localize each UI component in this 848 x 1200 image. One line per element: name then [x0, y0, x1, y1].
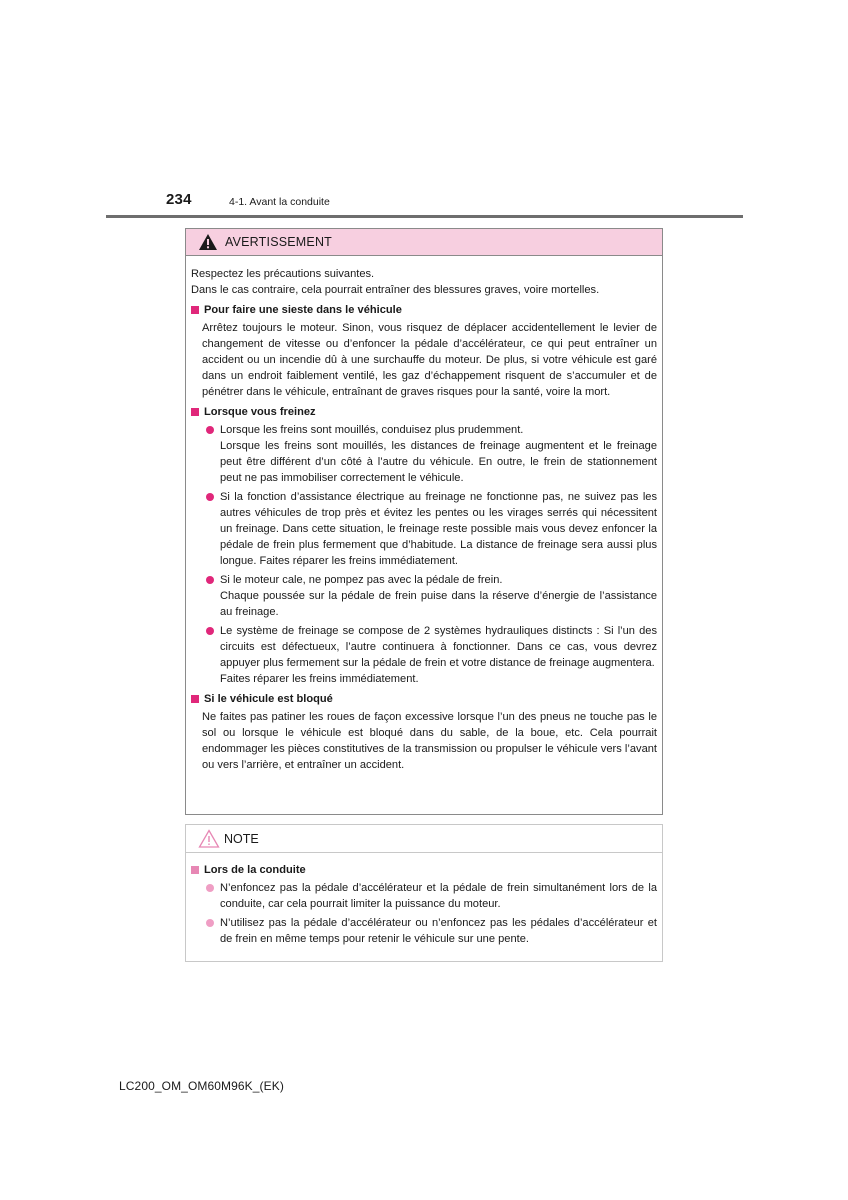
section-heading-text: Pour faire une sieste dans le véhicule [204, 304, 402, 316]
bullet-text: Le système de freinage se compose de 2 systèmes hydrauliques distincts : Si l’un des circuits est défectueux, l’autre continuera à fonctionner. Dans ce cas, vous devrez appuyer plus fermement sur la pédale de frein et votre distance de freinage augmentera. [220, 625, 657, 669]
bullet-text: N’enfoncez pas la pédale d’accélérateur et la pédale de frein simultanément lors de la conduite, car cela pourrait limiter la puissance du moteur. [220, 882, 657, 910]
section-title: 4-1. Avant la conduite [229, 196, 330, 208]
circle-bullet-icon [206, 919, 214, 927]
caution-triangle-icon [198, 829, 220, 848]
square-bullet-icon [191, 866, 199, 874]
section-paragraph: Arrêtez toujours le moteur. Sinon, vous risquez de déplacer accidentellement le levier de changement de vitesse ou d’enfoncer la pédale d’accélérateur, ce qui peut entraîner un accident ou un incendie dû à une surchauffe du moteur. De plus, si votre véhicule est garé dans un endroit faiblement ventilé, les gaz d’échappement risquent de s’accumuler et de pénétrer dans le véhicule, entraînant de graves risques pour la santé, voire la mort. [202, 322, 657, 398]
section-heading [191, 302, 657, 318]
bullet-text: Lorsque les freins sont mouillés, les distances de freinage augmentent et le freinage peut être différent d’un côté à l’autre du véhicule. En outre, le frein de stationnement peut ne pas immobiliser correctement le véhicule. [220, 440, 657, 484]
note-title: NOTE [224, 831, 259, 846]
intro-line: Dans le cas contraire, cela pourrait entraîner des blessures graves, voire mortelles. [191, 284, 600, 296]
list-item [202, 880, 657, 912]
circle-bullet-icon [206, 493, 214, 501]
circle-bullet-icon [206, 426, 214, 434]
warning-header [186, 229, 662, 256]
page-number: 234 [166, 191, 192, 208]
square-bullet-icon [191, 408, 199, 416]
list-item [202, 572, 657, 620]
section-heading-text: Lorsque vous freinez [204, 406, 316, 418]
circle-bullet-icon [206, 884, 214, 892]
note-heading-text: Lors de la conduite [204, 864, 306, 876]
list-item [202, 623, 657, 687]
bullet-text: Si la fonction d’assistance électrique au freinage ne fonctionne pas, ne suivez pas les autres véhicules de trop près et évitez les pentes ou les virages serrés qui nécessitent un freinage. Dans cette situation, le freinage reste possible mais vous devez enfoncer la pédale de frein plus fermement que d’habitude. La distance de freinage sera aussi plus longue. Faites réparer les freins immédiatement. [220, 491, 657, 567]
document-code: LC200_OM_OM60M96K_(EK) [119, 1079, 284, 1093]
warning-title: AVERTISSEMENT [225, 235, 333, 249]
square-bullet-icon [191, 695, 199, 703]
bullet-text: Faites réparer les freins immédiatement. [220, 673, 419, 685]
list-item [202, 489, 657, 569]
intro-line: Respectez les précautions suivantes. [191, 268, 375, 280]
bullet-text: Lorsque les freins sont mouillés, conduisez plus prudemment. [220, 424, 524, 436]
circle-bullet-icon [206, 627, 214, 635]
section-heading-text: Si le véhicule est bloqué [204, 693, 333, 705]
warning-box [185, 228, 663, 815]
note-heading [191, 862, 657, 878]
bullet-text: N’utilisez pas la pédale d’accélérateur ou n’enfoncez pas les pédales d’accélérateur et de frein en même temps pour retenir le véhicule sur une pente. [220, 917, 657, 945]
warning-intro [191, 266, 657, 298]
header-divider [106, 215, 743, 218]
note-bullet-list [191, 880, 657, 947]
bullet-text: Si le moteur cale, ne pompez pas avec la pédale de frein. [220, 574, 503, 586]
square-bullet-icon [191, 306, 199, 314]
warning-triangle-icon [198, 233, 218, 251]
note-header [186, 825, 662, 853]
list-item [202, 915, 657, 947]
section-heading [191, 691, 657, 707]
bullet-list [191, 422, 657, 687]
section-paragraph: Ne faites pas patiner les roues de façon excessive lorsque l’un des pneus ne touche pas le sol ou lorsque le véhicule est bloqué dans du sable, de la boue, etc. Cela pourrait endommager les pièces constitutives de la transmission ou propulser le véhicule vers l’avant ou vers l’arrière, et entraîner un accident. [202, 711, 657, 771]
list-item [202, 422, 657, 486]
note-box [185, 824, 663, 962]
circle-bullet-icon [206, 576, 214, 584]
section-heading [191, 404, 657, 420]
bullet-text: Chaque poussée sur la pédale de frein puise dans la réserve d’énergie de l’assistance au freinage. [220, 590, 657, 618]
